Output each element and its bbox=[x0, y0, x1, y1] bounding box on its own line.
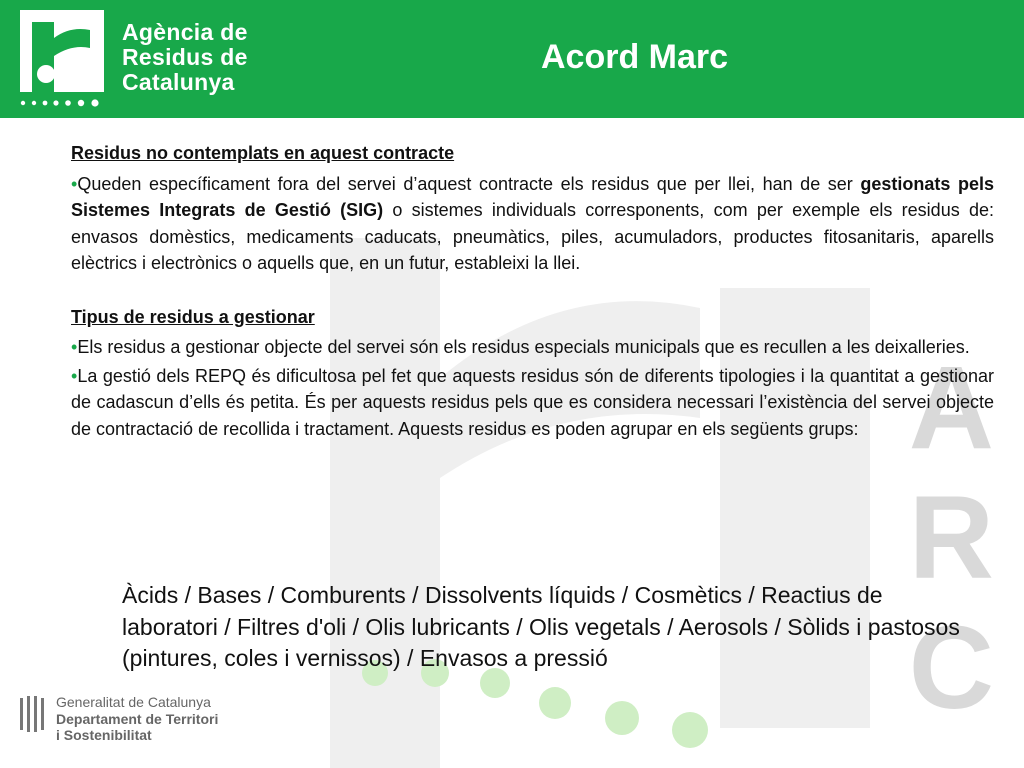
paragraph-text: o sistemes individuals corresponents, com per exemple els residus de: envasos domèstics, medicaments caducats, pneumàtics, piles, acumuladors, productes fitosanitaris, aparells elèctrics i electrònics o aquells que, en un futur, estableixi la llei. bbox=[71, 200, 994, 273]
watermark-letter: C bbox=[908, 602, 994, 734]
footer-line: i Sostenibilitat bbox=[56, 727, 152, 743]
agency-name-line: Catalunya bbox=[122, 69, 235, 95]
section-heading: Residus no contemplats en aquest contracte bbox=[71, 143, 455, 163]
waste-groups-list: Àcids / Bases / Comburents / Dissolvents líquids / Cosmètics / Reactius de laboratori / Filtres d'oli / Olis lubricants / Olis vegetals / Aerosols / Sòlids i pastosos (pintures, coles i vernissos) / Envasos a pressió bbox=[122, 582, 960, 671]
section-paragraph bbox=[71, 171, 994, 277]
footer-text bbox=[56, 694, 218, 744]
paragraph-text: Queden específicament fora del servei d’aquest contracte els residus que per llei, han de ser bbox=[77, 173, 861, 194]
arc-logo-icon bbox=[18, 8, 104, 108]
section-paragraph bbox=[71, 334, 994, 361]
bullet-icon: • bbox=[71, 173, 78, 194]
section-heading: Tipus de residus a gestionar bbox=[71, 306, 315, 327]
paragraph-text: La gestió dels REPQ és dificultosa pel fet que aquests residus són de diferents tipologies i la quantitat a gestionar de cadascun d’ells és petita. És per aquests residus pels que es considera necessari l’existència del servei objecte de contractació de recollida i tractament. Aquests residus es poden agrupar en els següents grups: bbox=[71, 365, 994, 439]
main-content bbox=[71, 140, 994, 442]
page-title: Acord Marc bbox=[541, 38, 729, 76]
agency-name-line: Residus de bbox=[122, 44, 248, 70]
bullet-icon: • bbox=[71, 337, 78, 357]
agency-name-line: Agència de bbox=[122, 19, 248, 45]
paragraph-text: Els residus a gestionar objecte del servei són els residus especials municipals que es recullen a les deixalleries. bbox=[77, 337, 970, 357]
paragraph-bold-text: gestionats pels Sistemes Integrats de Gestió (SIG) bbox=[71, 173, 994, 220]
agency-name bbox=[122, 20, 248, 95]
footer-line: Generalitat de Catalunya bbox=[56, 694, 211, 710]
watermark-letter: R bbox=[908, 472, 994, 604]
bullet-icon: • bbox=[71, 365, 78, 386]
section-paragraph bbox=[71, 363, 994, 443]
footer bbox=[18, 694, 218, 744]
footer-line: Departament de Territori bbox=[56, 710, 219, 727]
header-bar bbox=[0, 0, 1024, 118]
generalitat-emblem-icon bbox=[18, 694, 46, 734]
watermark-letter: A bbox=[908, 342, 994, 474]
